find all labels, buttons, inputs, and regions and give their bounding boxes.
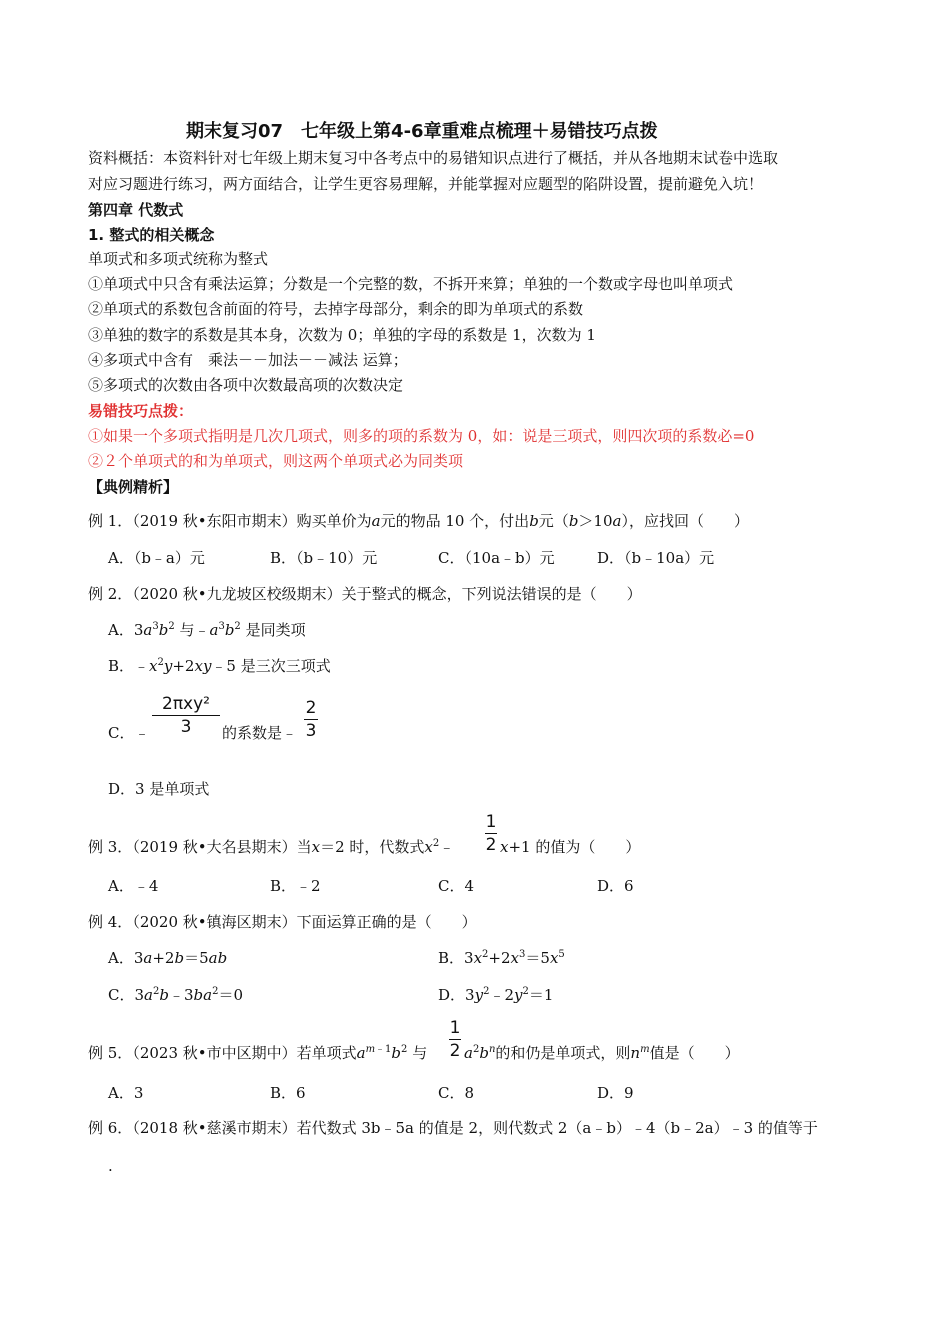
example-6-tail: . [108, 1157, 113, 1175]
tip-item: ①如果一个多项式指明是几次几项式，则多的项的系数为 0，如：说是三项式，则四次项的系数必=0 [88, 427, 755, 445]
option-d: D．9 [597, 1084, 634, 1102]
section-heading: 1. 整式的相关概念 [88, 226, 215, 244]
option-c: C．4 [438, 877, 475, 895]
option-b: B．﹣2 [270, 877, 321, 895]
fraction-denominator: 2 [449, 1041, 461, 1061]
option-c: C．$3a^2b﹣3ba^2=0$ [108, 986, 243, 1004]
option-d: D．6 [597, 877, 634, 895]
chapter-heading: 第四章 代数式 [88, 201, 184, 219]
example-3-stem: 例 3．（2019 秋•大名县期末）当x＝2 时，代数式$x^2﹣$ [88, 838, 455, 856]
option-b: B．$﹣x^2y+2xy﹣5$ 是三次三项式 [108, 657, 331, 675]
option-a: A．$3a^3b^2$ 与$﹣a^3b^2$ 是同类项 [108, 621, 306, 639]
fraction-numerator: 2 [305, 698, 317, 718]
option-b: B．（b﹣10）元 [270, 549, 378, 567]
fraction-numerator: 2πxy² [162, 694, 210, 714]
option-d: D．（b﹣10a）元 [597, 549, 715, 567]
tip-item: ②２个单项式的和为单项式，则这两个单项式必为同类项 [88, 452, 464, 470]
tips-heading: 易错技巧点拨： [88, 402, 194, 420]
examples-heading: 【典例精析】 [88, 478, 179, 496]
concept-point: ①单项式中只含有乘法运算；分数是一个完整的数，不拆开来算；单独的一个数或字母也叫单项式 [88, 275, 734, 293]
option-a: A．（b﹣a）元 [108, 549, 205, 567]
option-a: A．3a+2b＝5ab [108, 949, 228, 967]
fraction-numerator: 1 [449, 1018, 461, 1038]
fraction-numerator: 1 [485, 812, 497, 832]
example-4-stem: 例 4．（2020 秋•镇海区期末）下面运算正确的是（ ） [88, 913, 477, 931]
fraction [300, 697, 322, 742]
option-b: B．6 [270, 1084, 306, 1102]
fraction [483, 811, 499, 856]
fraction-denominator: 2 [485, 835, 497, 855]
option-c: C．（10a﹣b）元 [438, 549, 555, 567]
overview-line-2: 对应习题进行练习，两方面结合，让学生更容易理解，并能掌握对应题型的陷阱设置，提前避免入坑！ [88, 175, 764, 193]
option-a: A．﹣4 [108, 877, 159, 895]
example-3-stem-tail: x+1 的值为（ ） [500, 838, 641, 856]
concept-point: ②单项式的系数包含前面的符号，去掉字母部分，剩余的即为单项式的系数 [88, 300, 584, 318]
option-a: A．3 [108, 1084, 144, 1102]
concept-point: ⑤多项式的次数由各项中次数最高项的次数决定 [88, 376, 404, 394]
example-5-stem-tail: $a^2b^n$的和仍是单项式，则$n^m$值是（ ） [464, 1044, 740, 1062]
fraction [150, 693, 222, 738]
overview-line-1: 资料概括：本资料针对七年级上期末复习中各考点中的易错知识点进行了概括，并从各地期末试卷中选取 [88, 149, 779, 167]
option-d: D．3 是单项式 [108, 780, 210, 798]
example-6-stem: 例 6．（2018 秋•慈溪市期末）若代数式 3b﹣5a 的值是 2，则代数式 2（a﹣b）﹣4（b﹣2a）﹣3 的值等于 [88, 1119, 818, 1137]
fraction [447, 1017, 463, 1062]
concept-point: ③单独的数字的系数是其本身，次数为 0；单独的字母的系数是 1，次数为 1 [88, 326, 596, 344]
option-b: B．$3x^2+2x^3=5x^5$ [438, 949, 565, 967]
fraction-denominator: 3 [305, 721, 317, 741]
option-d: D．$3y^2﹣2y^2=1$ [438, 986, 554, 1004]
option-c-prefix: C．﹣ [108, 724, 150, 742]
example-2-stem: 例 2．（2020 秋•九龙坡区校级期末）关于整式的概念，下列说法错误的是（ ） [88, 585, 642, 603]
section-intro: 单项式和多项式统称为整式 [88, 250, 269, 268]
option-c-text: 的系数是﹣ [222, 724, 298, 742]
concept-point: ④多项式中含有 乘法－－加法－－减法 运算； [88, 351, 408, 369]
page-title: 期末复习07 七年级上第4-6章重难点梳理＋易错技巧点拨 [186, 121, 658, 142]
option-c: C．8 [438, 1084, 475, 1102]
example-1-stem: 例 1．（2019 秋•东阳市期末）购买单价为a元的物品 10 个，付出b元（b＞10a），应找回（ ） [88, 512, 749, 530]
fraction-denominator: 3 [180, 717, 192, 737]
example-5-stem: 例 5．（2023 秋•市中区期中）若单项式$a^{m﹣1}b^2$ 与 [88, 1044, 428, 1062]
